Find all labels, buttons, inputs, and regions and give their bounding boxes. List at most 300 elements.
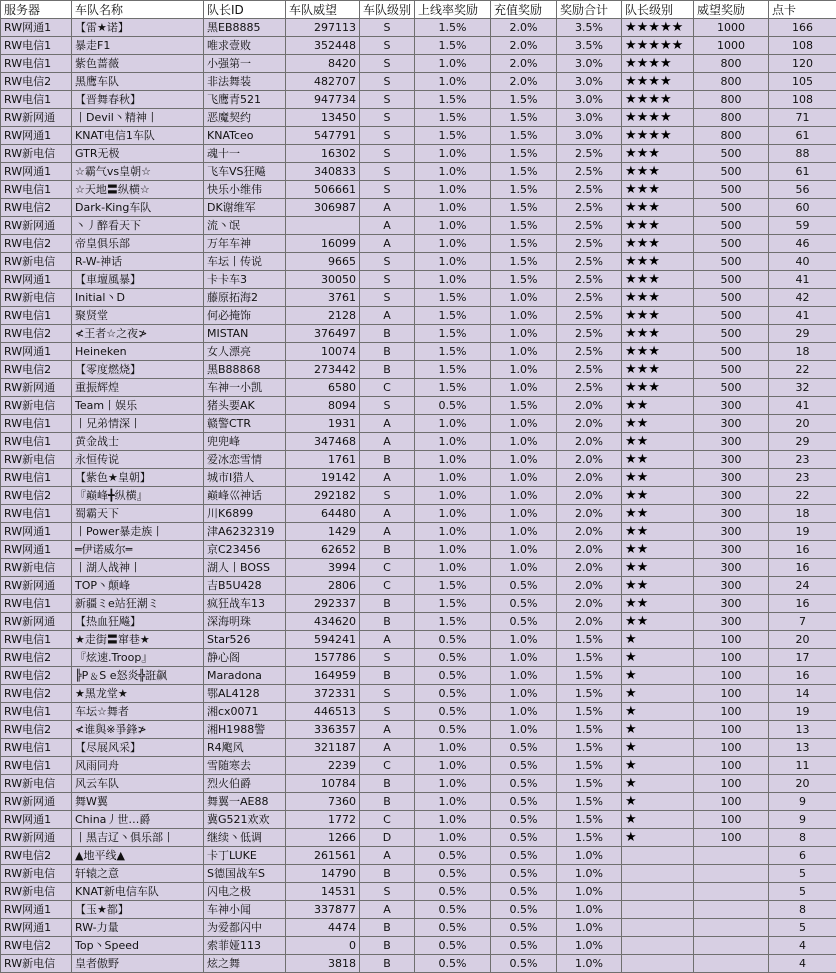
table-row [1,73,836,91]
cell-point-card: 22 [769,361,836,379]
cell-prestige-reward: 500 [694,325,769,343]
table-row [1,451,836,469]
cell-point-card: 46 [769,235,836,253]
cell-team-name: 风雨同舟 [72,757,204,775]
cell-point-card: 13 [769,721,836,739]
cell-team-level: A [360,433,415,451]
cell-captain-id: 万年车神 [204,235,286,253]
cell-server: RW电信1 [1,307,72,325]
table-row [1,613,836,631]
cell-online-reward: 1.0% [415,271,491,289]
cell-point-card: 16 [769,559,836,577]
cell-team-name: Dark-King车队 [72,199,204,217]
cell-point-card: 166 [769,19,836,37]
table-row [1,469,836,487]
cell-captain-id: 黑B88868 [204,361,286,379]
cell-recharge-reward: 1.5% [491,91,557,109]
table-row [1,595,836,613]
cell-team-level: S [360,397,415,415]
cell-point-card: 41 [769,271,836,289]
cell-team-level: S [360,289,415,307]
cell-reward-total: 2.5% [557,145,622,163]
cell-captain-level: ★★ [622,523,694,541]
cell-point-card: 5 [769,919,836,937]
cell-team-prestige: 3761 [286,289,360,307]
table-row [1,415,836,433]
cell-recharge-reward: 1.5% [491,217,557,235]
cell-team-prestige: 434620 [286,613,360,631]
cell-point-card: 41 [769,397,836,415]
cell-point-card: 24 [769,577,836,595]
cell-server: RW新电信 [1,775,72,793]
cell-server: RW新电信 [1,289,72,307]
cell-server: RW电信2 [1,199,72,217]
table-row [1,901,836,919]
cell-reward-total: 3.0% [557,91,622,109]
cell-server: RW新网通 [1,109,72,127]
cell-server: RW电信2 [1,487,72,505]
cell-captain-id: 疯狂战车13 [204,595,286,613]
cell-point-card: 16 [769,541,836,559]
header-reward-total: 奖励合计 [557,1,622,19]
cell-recharge-reward: 1.0% [491,289,557,307]
cell-team-level: S [360,181,415,199]
table-row [1,811,836,829]
cell-point-card: 71 [769,109,836,127]
cell-online-reward: 1.0% [415,163,491,181]
cell-online-reward: 1.5% [415,127,491,145]
cell-point-card: 40 [769,253,836,271]
cell-team-level: C [360,559,415,577]
cell-captain-id: 炫之舞 [204,955,286,973]
cell-captain-level: ★★★ [622,163,694,181]
header-team-name: 车队名称 [72,1,204,19]
table-row [1,667,836,685]
cell-team-level: S [360,649,415,667]
cell-team-name: Team丨娱乐 [72,397,204,415]
cell-team-name: 紫色蔷薇 [72,55,204,73]
cell-team-prestige: 1931 [286,415,360,433]
cell-prestige-reward: 300 [694,397,769,415]
cell-team-name: RW-力量 [72,919,204,937]
cell-team-level: D [360,829,415,847]
cell-team-name: 【雷★诺】 [72,19,204,37]
cell-team-level: S [360,55,415,73]
cell-prestige-reward: 300 [694,469,769,487]
cell-online-reward: 1.5% [415,577,491,595]
cell-online-reward: 0.5% [415,649,491,667]
cell-point-card: 4 [769,955,836,973]
cell-captain-level: ★★★★ [622,127,694,145]
table-row [1,325,836,343]
cell-captain-level: ★★★★★ [622,37,694,55]
cell-team-level: B [360,343,415,361]
cell-prestige-reward: 300 [694,433,769,451]
cell-team-level: A [360,469,415,487]
cell-reward-total: 2.5% [557,253,622,271]
cell-reward-total: 1.5% [557,811,622,829]
cell-team-name: ▲地平线▲ [72,847,204,865]
cell-recharge-reward: 1.5% [491,145,557,163]
cell-server: RW网通1 [1,811,72,829]
cell-recharge-reward: 1.0% [491,307,557,325]
cell-online-reward: 0.5% [415,667,491,685]
cell-online-reward: 0.5% [415,901,491,919]
cell-captain-id: 为爱都闪中 [204,919,286,937]
cell-point-card: 16 [769,667,836,685]
cell-point-card: 18 [769,343,836,361]
cell-captain-level: ★★★ [622,181,694,199]
cell-recharge-reward: 1.0% [491,361,557,379]
cell-captain-level: ★ [622,667,694,685]
table-row [1,721,836,739]
cell-reward-total: 2.0% [557,451,622,469]
cell-reward-total: 1.5% [557,739,622,757]
cell-recharge-reward: 0.5% [491,595,557,613]
cell-prestige-reward: 300 [694,415,769,433]
cell-point-card: 5 [769,865,836,883]
cell-reward-total: 1.5% [557,721,622,739]
cell-team-prestige: 16099 [286,235,360,253]
cell-server: RW电信1 [1,469,72,487]
cell-team-name: KNAT新电信车队 [72,883,204,901]
cell-team-name: 『巅峰╋纵横』 [72,487,204,505]
cell-recharge-reward: 0.5% [491,577,557,595]
cell-captain-id: R4飑风 [204,739,286,757]
cell-team-level: A [360,415,415,433]
cell-online-reward: 1.0% [415,145,491,163]
cell-reward-total: 2.0% [557,433,622,451]
header-point-card: 点卡 [769,1,836,19]
cell-server: RW新电信 [1,253,72,271]
cell-captain-level: ★ [622,631,694,649]
cell-server: RW网通1 [1,901,72,919]
cell-team-name: 黑鹰车队 [72,73,204,91]
header-captain-id: 队长ID [204,1,286,19]
cell-reward-total: 2.0% [557,613,622,631]
table-row [1,361,836,379]
table-row [1,91,836,109]
cell-team-prestige: 10784 [286,775,360,793]
cell-team-name: 聚贤堂 [72,307,204,325]
cell-team-name: 风云车队 [72,775,204,793]
cell-team-prestige: 321187 [286,739,360,757]
cell-point-card: 32 [769,379,836,397]
cell-captain-id: 卡卡车3 [204,271,286,289]
cell-team-level: A [360,523,415,541]
cell-prestige-reward [694,847,769,865]
cell-reward-total: 1.5% [557,649,622,667]
cell-team-name: 丨Power暴走族丨 [72,523,204,541]
cell-point-card: 56 [769,181,836,199]
cell-reward-total: 1.5% [557,685,622,703]
cell-prestige-reward: 100 [694,649,769,667]
cell-team-prestige: 64480 [286,505,360,523]
cell-recharge-reward: 0.5% [491,613,557,631]
cell-captain-id: 快乐小维伟 [204,181,286,199]
header-row [1,1,836,19]
cell-captain-id: 唯求壹败 [204,37,286,55]
cell-point-card: 7 [769,613,836,631]
cell-point-card: 9 [769,811,836,829]
cell-captain-id: 湘cx0071 [204,703,286,721]
cell-recharge-reward: 2.0% [491,73,557,91]
cell-online-reward: 0.5% [415,955,491,973]
cell-team-name: 【晋舞春秋】 [72,91,204,109]
cell-team-prestige: 4474 [286,919,360,937]
cell-point-card: 60 [769,199,836,217]
cell-team-name: R-W-神话 [72,253,204,271]
cell-team-level: A [360,235,415,253]
cell-team-prestige: 376497 [286,325,360,343]
cell-team-level: S [360,253,415,271]
cell-prestige-reward: 800 [694,73,769,91]
cell-team-name: 【尽展风采】 [72,739,204,757]
cell-prestige-reward [694,865,769,883]
table-row [1,487,836,505]
cell-team-level: A [360,217,415,235]
cell-captain-id: 闪电之极 [204,883,286,901]
header-prestige-reward: 威望奖励 [694,1,769,19]
cell-reward-total: 2.5% [557,379,622,397]
cell-team-name: 蜀霸天下 [72,505,204,523]
cell-prestige-reward: 800 [694,109,769,127]
cell-recharge-reward: 0.5% [491,847,557,865]
cell-team-prestige: 261561 [286,847,360,865]
cell-online-reward: 1.5% [415,613,491,631]
cell-server: RW电信1 [1,55,72,73]
cell-team-name: ★走街〓窜巷★ [72,631,204,649]
cell-point-card: 20 [769,775,836,793]
table-row [1,577,836,595]
cell-captain-id: 巅峰巛神话 [204,487,286,505]
cell-recharge-reward: 0.5% [491,775,557,793]
cell-prestige-reward [694,883,769,901]
cell-online-reward: 1.5% [415,361,491,379]
cell-prestige-reward: 800 [694,127,769,145]
cell-server: RW网通1 [1,541,72,559]
cell-team-prestige: 62652 [286,541,360,559]
cell-captain-level: ★★ [622,613,694,631]
cell-captain-level: ★ [622,649,694,667]
cell-captain-level: ★ [622,793,694,811]
cell-online-reward: 1.5% [415,307,491,325]
cell-captain-id: 车神一小凯 [204,379,286,397]
table-row [1,307,836,325]
cell-team-prestige: 292182 [286,487,360,505]
cell-captain-id: 非法舞装 [204,73,286,91]
cell-recharge-reward: 1.0% [491,685,557,703]
cell-captain-id: 雪随寒去 [204,757,286,775]
cell-online-reward: 1.0% [415,235,491,253]
cell-reward-total: 2.0% [557,577,622,595]
table-row [1,847,836,865]
cell-captain-level [622,847,694,865]
table-row [1,937,836,955]
cell-prestige-reward: 1000 [694,19,769,37]
cell-team-level: B [360,451,415,469]
cell-online-reward: 1.0% [415,505,491,523]
cell-recharge-reward: 0.5% [491,955,557,973]
cell-recharge-reward: 0.5% [491,919,557,937]
cell-prestige-reward: 100 [694,757,769,775]
cell-recharge-reward: 0.5% [491,757,557,775]
cell-server: RW新网通 [1,829,72,847]
cell-team-prestige: 547791 [286,127,360,145]
cell-server: RW电信1 [1,595,72,613]
cell-server: RW网通1 [1,163,72,181]
cell-captain-id: DK谢维军 [204,199,286,217]
cell-reward-total: 2.0% [557,469,622,487]
cell-point-card: 6 [769,847,836,865]
cell-point-card: 105 [769,73,836,91]
cell-captain-id: 津A6232319 [204,523,286,541]
cell-captain-id: 猪头要AK [204,397,286,415]
cell-team-level: S [360,91,415,109]
cell-online-reward: 1.0% [415,253,491,271]
cell-recharge-reward: 0.5% [491,865,557,883]
cell-server: RW电信2 [1,235,72,253]
cell-captain-id: 湘H1988警 [204,721,286,739]
cell-server: RW网通1 [1,19,72,37]
cell-recharge-reward: 1.0% [491,469,557,487]
cell-team-prestige: 164959 [286,667,360,685]
cell-online-reward: 1.0% [415,217,491,235]
cell-server: RW新电信 [1,865,72,883]
table-row [1,865,836,883]
cell-point-card: 61 [769,127,836,145]
cell-reward-total: 2.5% [557,163,622,181]
cell-point-card: 8 [769,829,836,847]
cell-captain-level: ★★★★ [622,109,694,127]
cell-online-reward: 0.5% [415,847,491,865]
cell-captain-level: ★★★ [622,361,694,379]
cell-server: RW新电信 [1,145,72,163]
cell-reward-total: 3.0% [557,55,622,73]
cell-reward-total: 2.5% [557,235,622,253]
cell-team-prestige: 2128 [286,307,360,325]
cell-prestige-reward: 500 [694,271,769,289]
cell-prestige-reward: 300 [694,451,769,469]
cell-point-card: 20 [769,415,836,433]
cell-team-level: S [360,487,415,505]
cell-prestige-reward: 1000 [694,37,769,55]
cell-team-name: 重振辉煌 [72,379,204,397]
cell-team-name: 『炫速.Troop』 [72,649,204,667]
cell-reward-total: 3.0% [557,109,622,127]
cell-recharge-reward: 1.5% [491,163,557,181]
cell-prestige-reward: 300 [694,487,769,505]
cell-captain-id: 黑EB8885 [204,19,286,37]
cell-team-level: S [360,73,415,91]
cell-prestige-reward: 800 [694,55,769,73]
cell-team-name: ☆霸气vs皇朝☆ [72,163,204,181]
cell-point-card: 14 [769,685,836,703]
table-row [1,739,836,757]
cell-reward-total: 2.0% [557,487,622,505]
cell-server: RW新网通 [1,577,72,595]
table-row [1,757,836,775]
cell-prestige-reward: 100 [694,811,769,829]
cell-server: RW电信2 [1,667,72,685]
cell-team-level: A [360,307,415,325]
table-row [1,631,836,649]
cell-reward-total: 1.0% [557,937,622,955]
cell-team-prestige: 8094 [286,397,360,415]
cell-server: RW电信1 [1,415,72,433]
table-row [1,793,836,811]
cell-server: RW新电信 [1,559,72,577]
cell-point-card: 41 [769,307,836,325]
cell-team-prestige [286,217,360,235]
cell-team-level: B [360,775,415,793]
cell-captain-id: 川K6899 [204,505,286,523]
cell-prestige-reward: 800 [694,91,769,109]
cell-recharge-reward: 2.0% [491,37,557,55]
cell-point-card: 23 [769,451,836,469]
cell-reward-total: 2.5% [557,361,622,379]
table-row [1,919,836,937]
cell-online-reward: 1.0% [415,55,491,73]
cell-online-reward: 1.5% [415,91,491,109]
cell-recharge-reward: 0.5% [491,901,557,919]
cell-team-level: S [360,37,415,55]
cell-team-level: S [360,19,415,37]
cell-reward-total: 3.0% [557,73,622,91]
cell-recharge-reward: 0.5% [491,793,557,811]
cell-captain-level [622,919,694,937]
cell-online-reward: 0.5% [415,937,491,955]
cell-team-level: B [360,865,415,883]
cell-team-level: A [360,721,415,739]
cell-reward-total: 2.0% [557,541,622,559]
cell-recharge-reward: 1.5% [491,253,557,271]
cell-captain-level: ★★★ [622,145,694,163]
cell-online-reward: 1.5% [415,379,491,397]
cell-team-name: Heineken [72,343,204,361]
cell-point-card: 29 [769,433,836,451]
cell-team-level: B [360,793,415,811]
cell-team-prestige: 3818 [286,955,360,973]
cell-server: RW网通1 [1,271,72,289]
cell-team-level: S [360,685,415,703]
cell-recharge-reward: 1.0% [491,343,557,361]
cell-online-reward: 0.5% [415,685,491,703]
cell-reward-total: 2.0% [557,559,622,577]
cell-prestige-reward: 300 [694,505,769,523]
cell-team-name: 丶丿醉看天下 [72,217,204,235]
cell-captain-level: ★★ [622,577,694,595]
cell-captain-level: ★★ [622,397,694,415]
cell-reward-total: 1.5% [557,757,622,775]
cell-team-name: TOP丶颠峰 [72,577,204,595]
cell-team-level: B [360,361,415,379]
cell-recharge-reward: 1.0% [491,451,557,469]
cell-captain-id: 京C23456 [204,541,286,559]
cell-server: RW新网通 [1,217,72,235]
cell-team-level: S [360,163,415,181]
header-server: 服务器 [1,1,72,19]
cell-team-level: S [360,703,415,721]
cell-captain-id: 赣警CTR [204,415,286,433]
cell-captain-id: 兜兜峰 [204,433,286,451]
cell-reward-total: 2.5% [557,271,622,289]
cell-captain-level: ★★ [622,559,694,577]
cell-prestige-reward: 300 [694,541,769,559]
cell-captain-id: KNATceo [204,127,286,145]
cell-point-card: 120 [769,55,836,73]
cell-captain-id: 湖人丨BOSS [204,559,286,577]
